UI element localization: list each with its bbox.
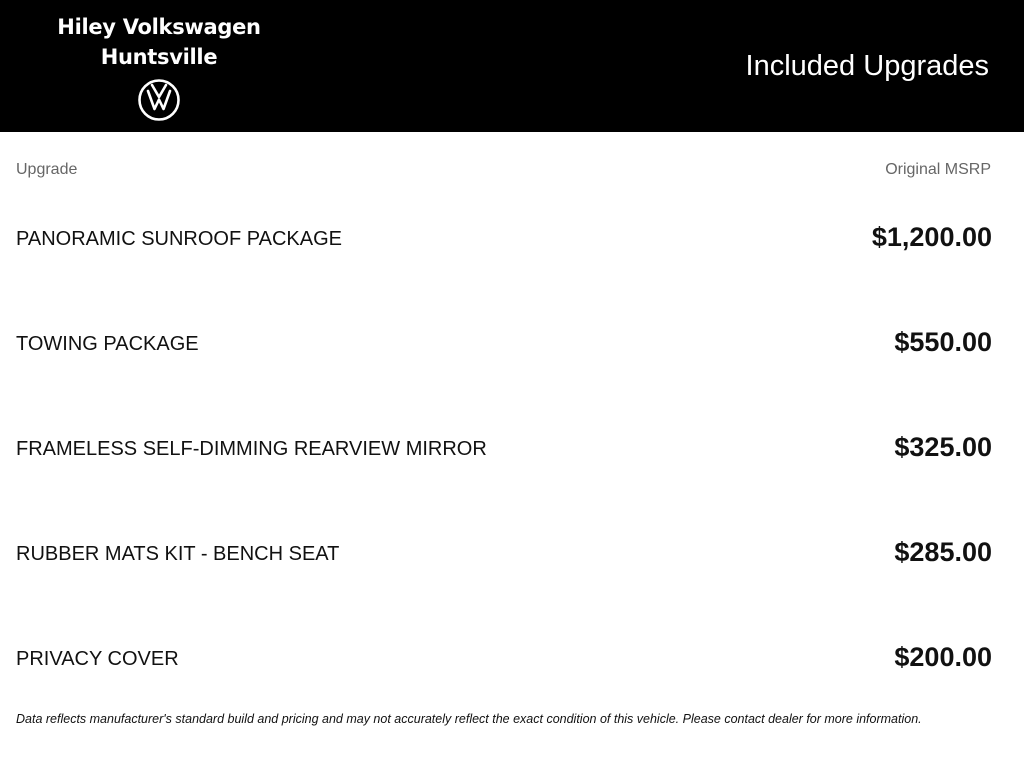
table-row	[16, 428, 992, 468]
upgrade-price: $325.00	[894, 432, 992, 462]
upgrade-name: TOWING PACKAGE	[16, 333, 199, 355]
upgrade-price: $200.00	[894, 642, 992, 672]
upgrade-name: FRAMELESS SELF-DIMMING REARVIEW MIRROR	[16, 438, 487, 460]
table-row	[16, 533, 992, 573]
page-header	[0, 0, 1024, 132]
upgrade-price: $1,200.00	[871, 222, 992, 252]
column-header-upgrade: Upgrade	[16, 161, 78, 178]
upgrade-price: $550.00	[894, 327, 992, 357]
dealer-name-line2: Huntsville	[100, 45, 218, 69]
dealer-logo-block	[38, 12, 280, 122]
column-header-msrp: Original MSRP	[885, 161, 991, 178]
upgrade-price: $285.00	[894, 537, 992, 567]
table-row	[16, 638, 992, 678]
upgrade-name: PRIVACY COVER	[16, 648, 179, 670]
disclaimer-text: Data reflects manufacturer's standard build and pricing and may not accurately reflect the exact condition of this vehicle. Please contact dealer for more information.	[16, 712, 922, 726]
upgrade-name: RUBBER MATS KIT - BENCH SEAT	[16, 543, 340, 565]
table-row	[16, 323, 992, 363]
table-row	[16, 218, 992, 258]
vw-logo-icon	[137, 78, 181, 122]
page-title: Included Upgrades	[745, 50, 989, 82]
upgrade-name: PANORAMIC SUNROOF PACKAGE	[16, 228, 342, 250]
dealer-name-line1: Hiley Volkswagen	[57, 15, 261, 39]
